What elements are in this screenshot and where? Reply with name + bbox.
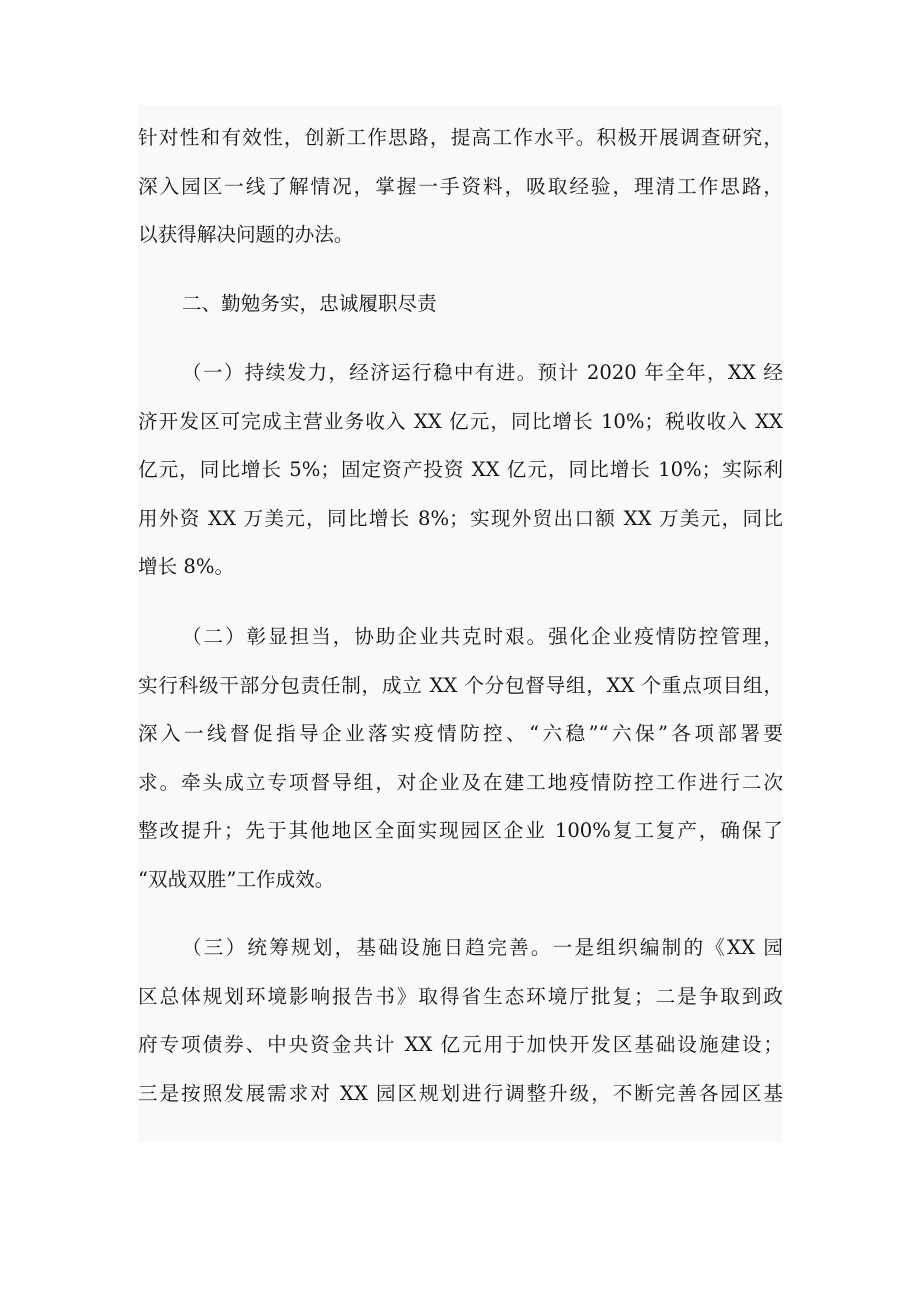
text-line: （一）持续发力，经济运行稳中有进。预计 2020 年全年，XX 经: [182, 361, 783, 384]
text-line: （二）彰显担当，协助企业共克时艰。强化企业疫情防控管理，: [182, 625, 783, 648]
heading-text: 二、勤勉务实，忠诚履职尽责: [182, 292, 437, 315]
text-line: 求。牵头成立专项督导组，对企业及在建工地疫情防控工作进行二次: [138, 770, 783, 794]
text-line: 深入园区一线了解情况，掌握一手资料，吸取经验，理清工作思路，: [138, 174, 783, 198]
text-line: 整改提升；先于其他地区全面实现园区企业 100%复工复产，确保了: [138, 819, 783, 842]
document-body: [138, 105, 783, 1142]
paragraph-enterprise-support: [138, 613, 783, 904]
section-heading: [138, 280, 783, 329]
text-line: “双战双胜”工作成效。: [138, 867, 335, 891]
text-line: 济开发区可完成主营业务收入 XX 亿元，同比增长 10%；税收收入 XX: [138, 409, 783, 433]
text-line: 用外资 XX 万美元，同比增长 8%；实现外贸出口额 XX 万美元，同比: [138, 506, 783, 530]
text-line: 针对性和有效性，创新工作思路，提高工作水平。积极开展调查研究，: [138, 126, 783, 149]
text-line: 以获得解决问题的办法。: [138, 223, 354, 246]
text-line: 亿元，同比增长 5%；固定资产投资 XX 亿元，同比增长 10%；实际利: [138, 458, 783, 481]
paragraph-continuation: [138, 114, 783, 260]
paragraph-economy: [138, 349, 783, 592]
text-line: 府专项债券、中央资金共计 XX 亿元用于加快开发区基础设施建设；: [138, 1033, 783, 1056]
text-line: 区总体规划环境影响报告书》取得省生态环境厅批复；二是争取到政: [138, 984, 783, 1008]
text-line: （三）统筹规划，基础设施日趋完善。一是组织编制的《XX 园: [182, 936, 783, 959]
text-line: 增长 8%。: [138, 555, 235, 578]
text-line: 三是按照发展需求对 XX 园区规划进行调整升级，不断完善各园区基: [138, 1081, 783, 1105]
text-line: 实行科级干部分包责任制，成立 XX 个分包督导组，XX 个重点项目组，: [138, 673, 783, 697]
paragraph-infrastructure: [138, 924, 783, 1118]
text-line: 深入一线督促指导企业落实疫情防控、“六稳”“六保”各项部署要: [138, 722, 783, 745]
